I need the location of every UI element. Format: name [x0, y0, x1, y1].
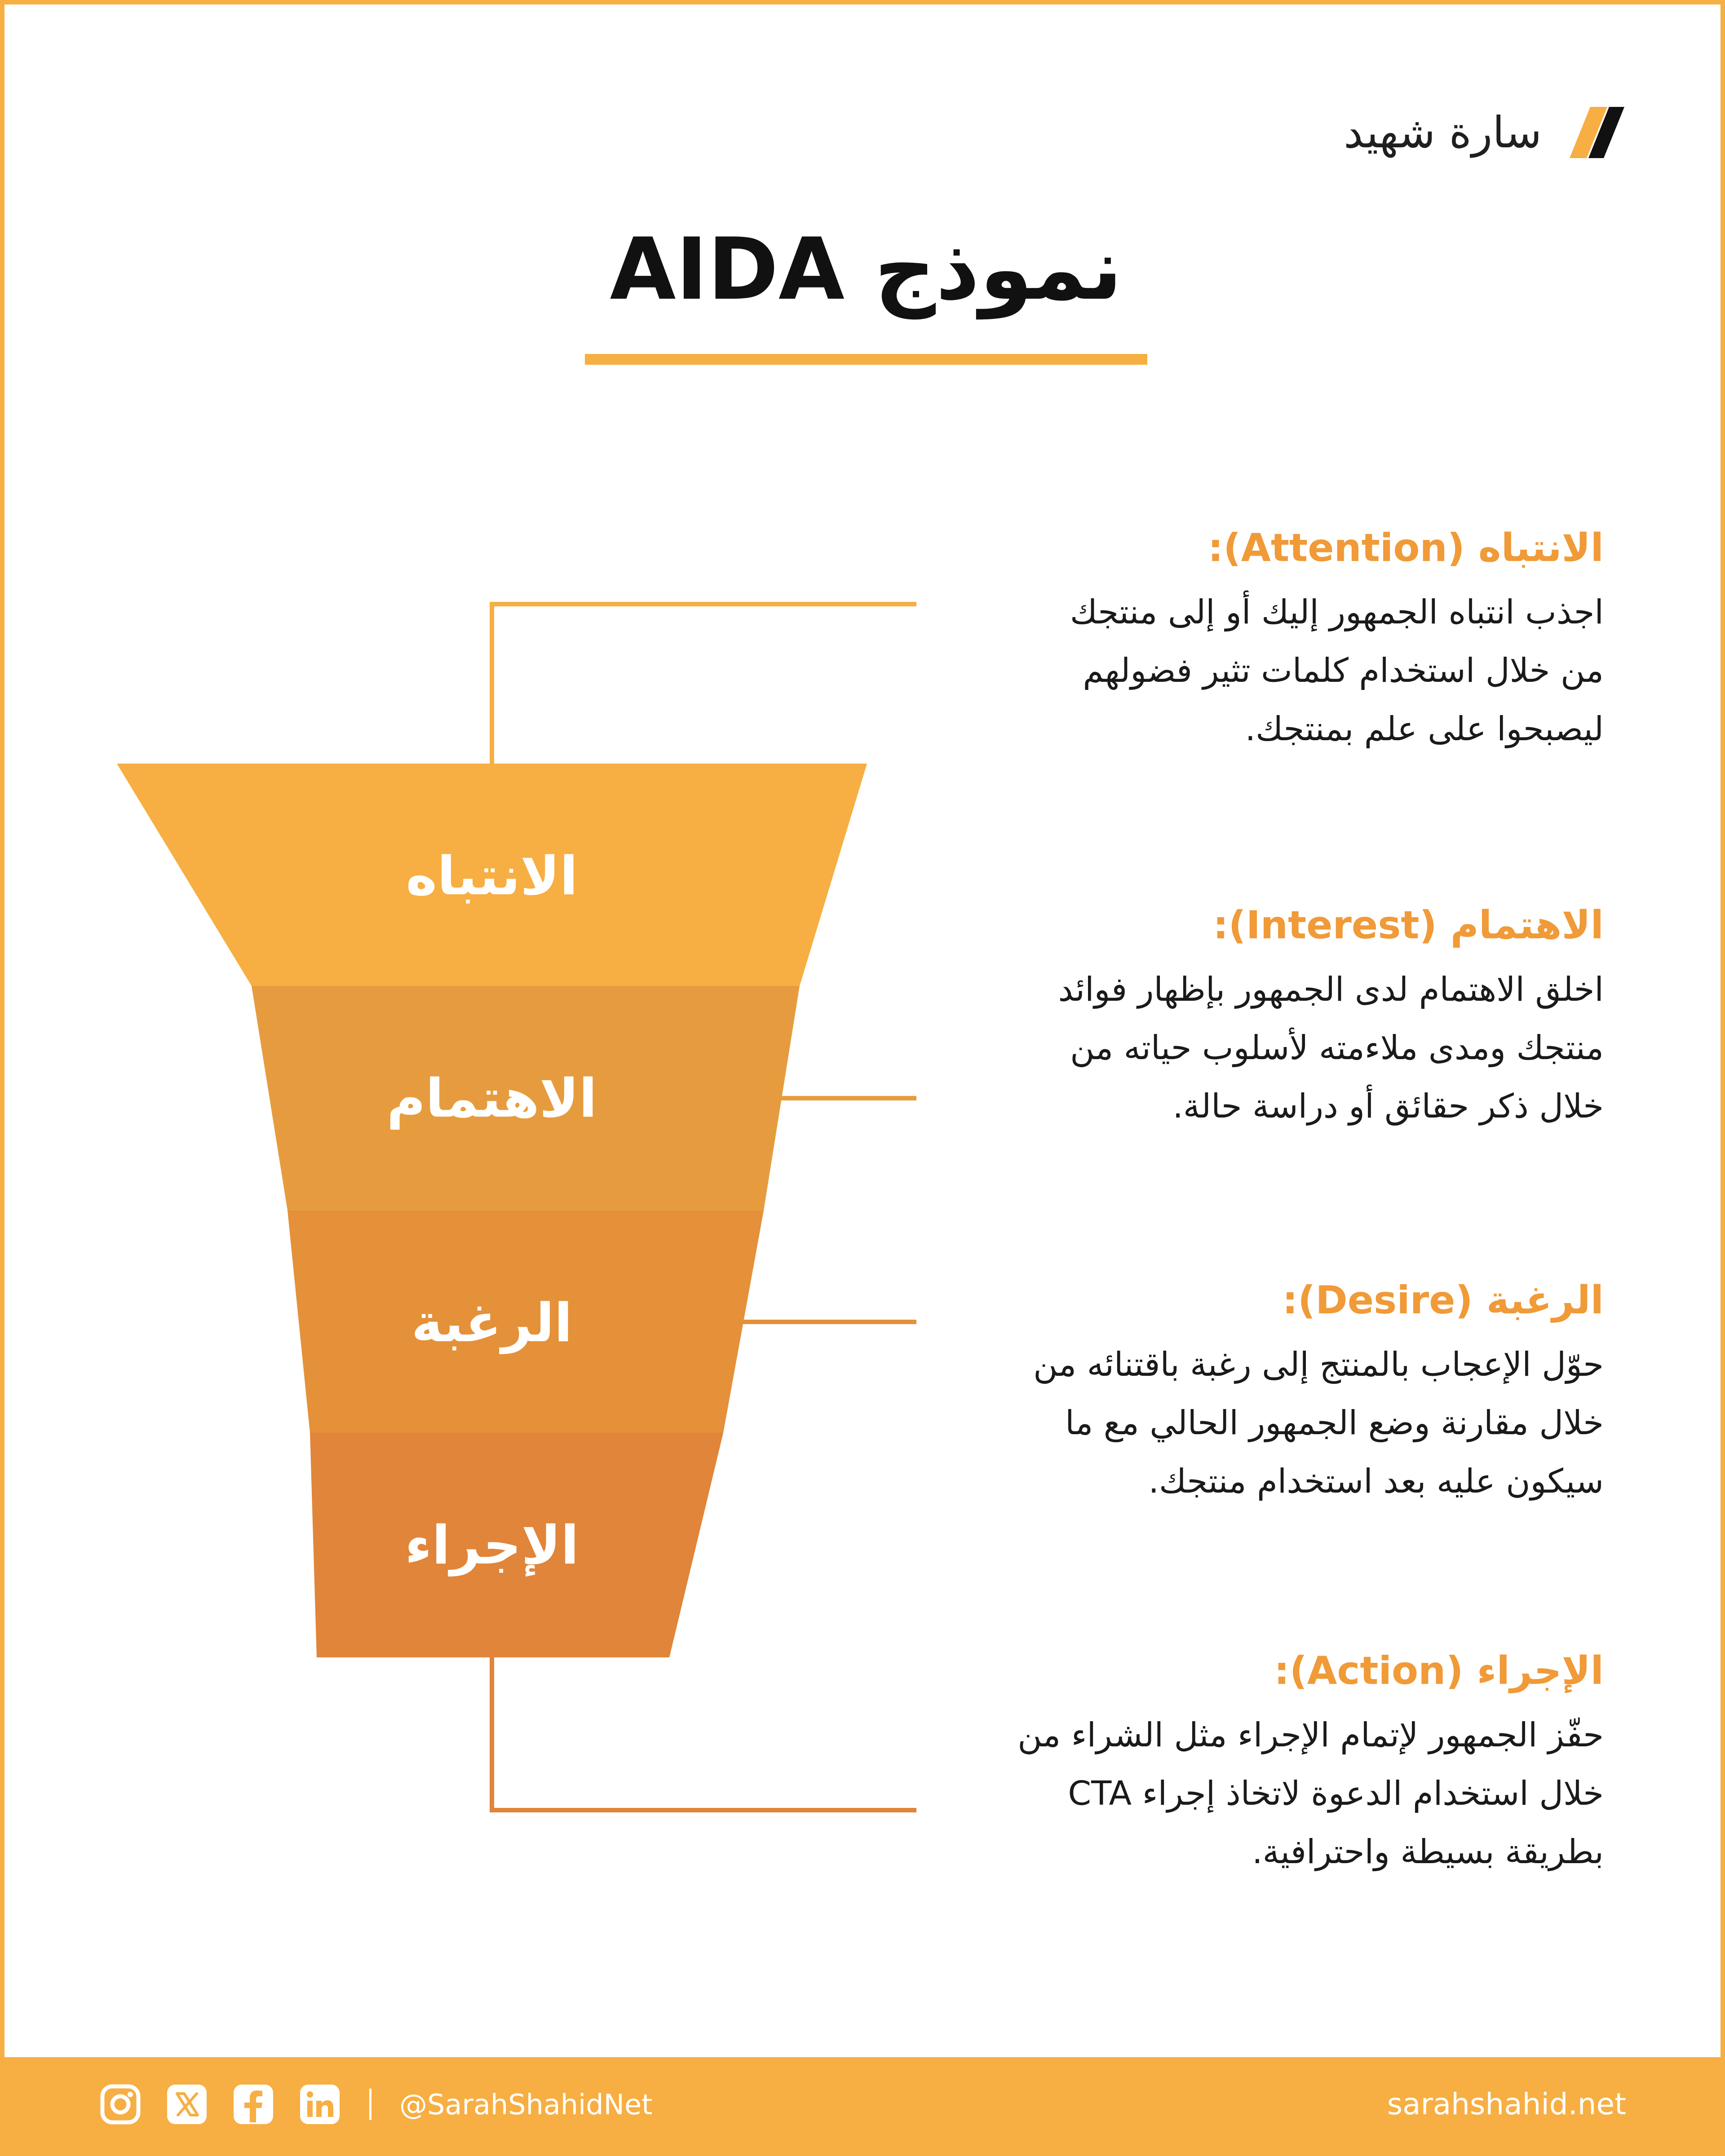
description-action: [948, 1644, 1604, 1881]
description-line: خلال مقارنة وضع الجمهور الحالي مع ما: [1065, 1404, 1604, 1442]
description-line: بطريقة بسيطة واحترافية.: [1252, 1833, 1604, 1871]
description-body: [948, 583, 1604, 758]
description-interest: [948, 898, 1604, 1135]
description-line: من خلال استخدام كلمات تثير فضولهم: [1083, 651, 1604, 690]
description-desire: [948, 1273, 1604, 1511]
stage-label-interest: الاهتمام: [386, 1067, 597, 1129]
description-line: اخلق الاهتمام لدى الجمهور بإظهار فوائد: [1058, 970, 1604, 1009]
page-title: نموذج AIDA: [610, 220, 1123, 319]
social-links: [99, 2081, 652, 2128]
footer-divider: [369, 2089, 372, 2120]
description-title: الاهتمام (Interest):: [1213, 903, 1604, 948]
description-body: [948, 1706, 1604, 1881]
description-line: حوّل الإعجاب بالمنتج إلى رغبة باقتنائه من: [1033, 1345, 1604, 1384]
description-line: ليصبحوا على علم بمنتجك.: [1245, 710, 1604, 748]
description-title: الرغبة (Desire):: [1282, 1278, 1604, 1323]
brand-name: سارة شهيد: [1344, 107, 1542, 158]
description-line: اجذب انتباه الجمهور إليك أو إلى منتجك: [1070, 593, 1604, 632]
connector-action: [492, 1657, 916, 1810]
facebook-icon[interactable]: [232, 2083, 275, 2126]
description-line: منتجك ومدى ملاءمته لأسلوب حياته من: [1070, 1029, 1604, 1067]
stage-label-action: الإجراء: [405, 1514, 579, 1576]
stage-label-attention: الانتباه: [406, 845, 578, 907]
description-attention: [948, 521, 1604, 758]
linkedin-icon[interactable]: [298, 2083, 341, 2126]
description-line: حفّز الجمهور لإتمام الإجراء مثل الشراء من: [1017, 1716, 1604, 1754]
description-title: الانتباه (Attention):: [1208, 526, 1604, 570]
description-line: سيكون عليه بعد استخدام منتجك.: [1148, 1462, 1604, 1501]
stage-label-desire: الرغبة: [411, 1292, 573, 1354]
x-icon[interactable]: [165, 2083, 208, 2126]
connector-attention: [492, 604, 916, 764]
social-handle[interactable]: @SarahShahidNet: [399, 2088, 653, 2121]
description-line: خلال ذكر حقائق أو دراسة حالة.: [1172, 1087, 1604, 1126]
description-line: خلال استخدام الدعوة لاتخاذ إجراء CTA: [1068, 1774, 1604, 1813]
description-title: الإجراء (Action):: [1274, 1648, 1604, 1693]
description-body: [948, 960, 1604, 1135]
footer-bar: [4, 2057, 1721, 2152]
instagram-icon[interactable]: [99, 2083, 142, 2126]
website-link[interactable]: sarahshahid.net: [1387, 2087, 1626, 2121]
description-body: [948, 1335, 1604, 1511]
